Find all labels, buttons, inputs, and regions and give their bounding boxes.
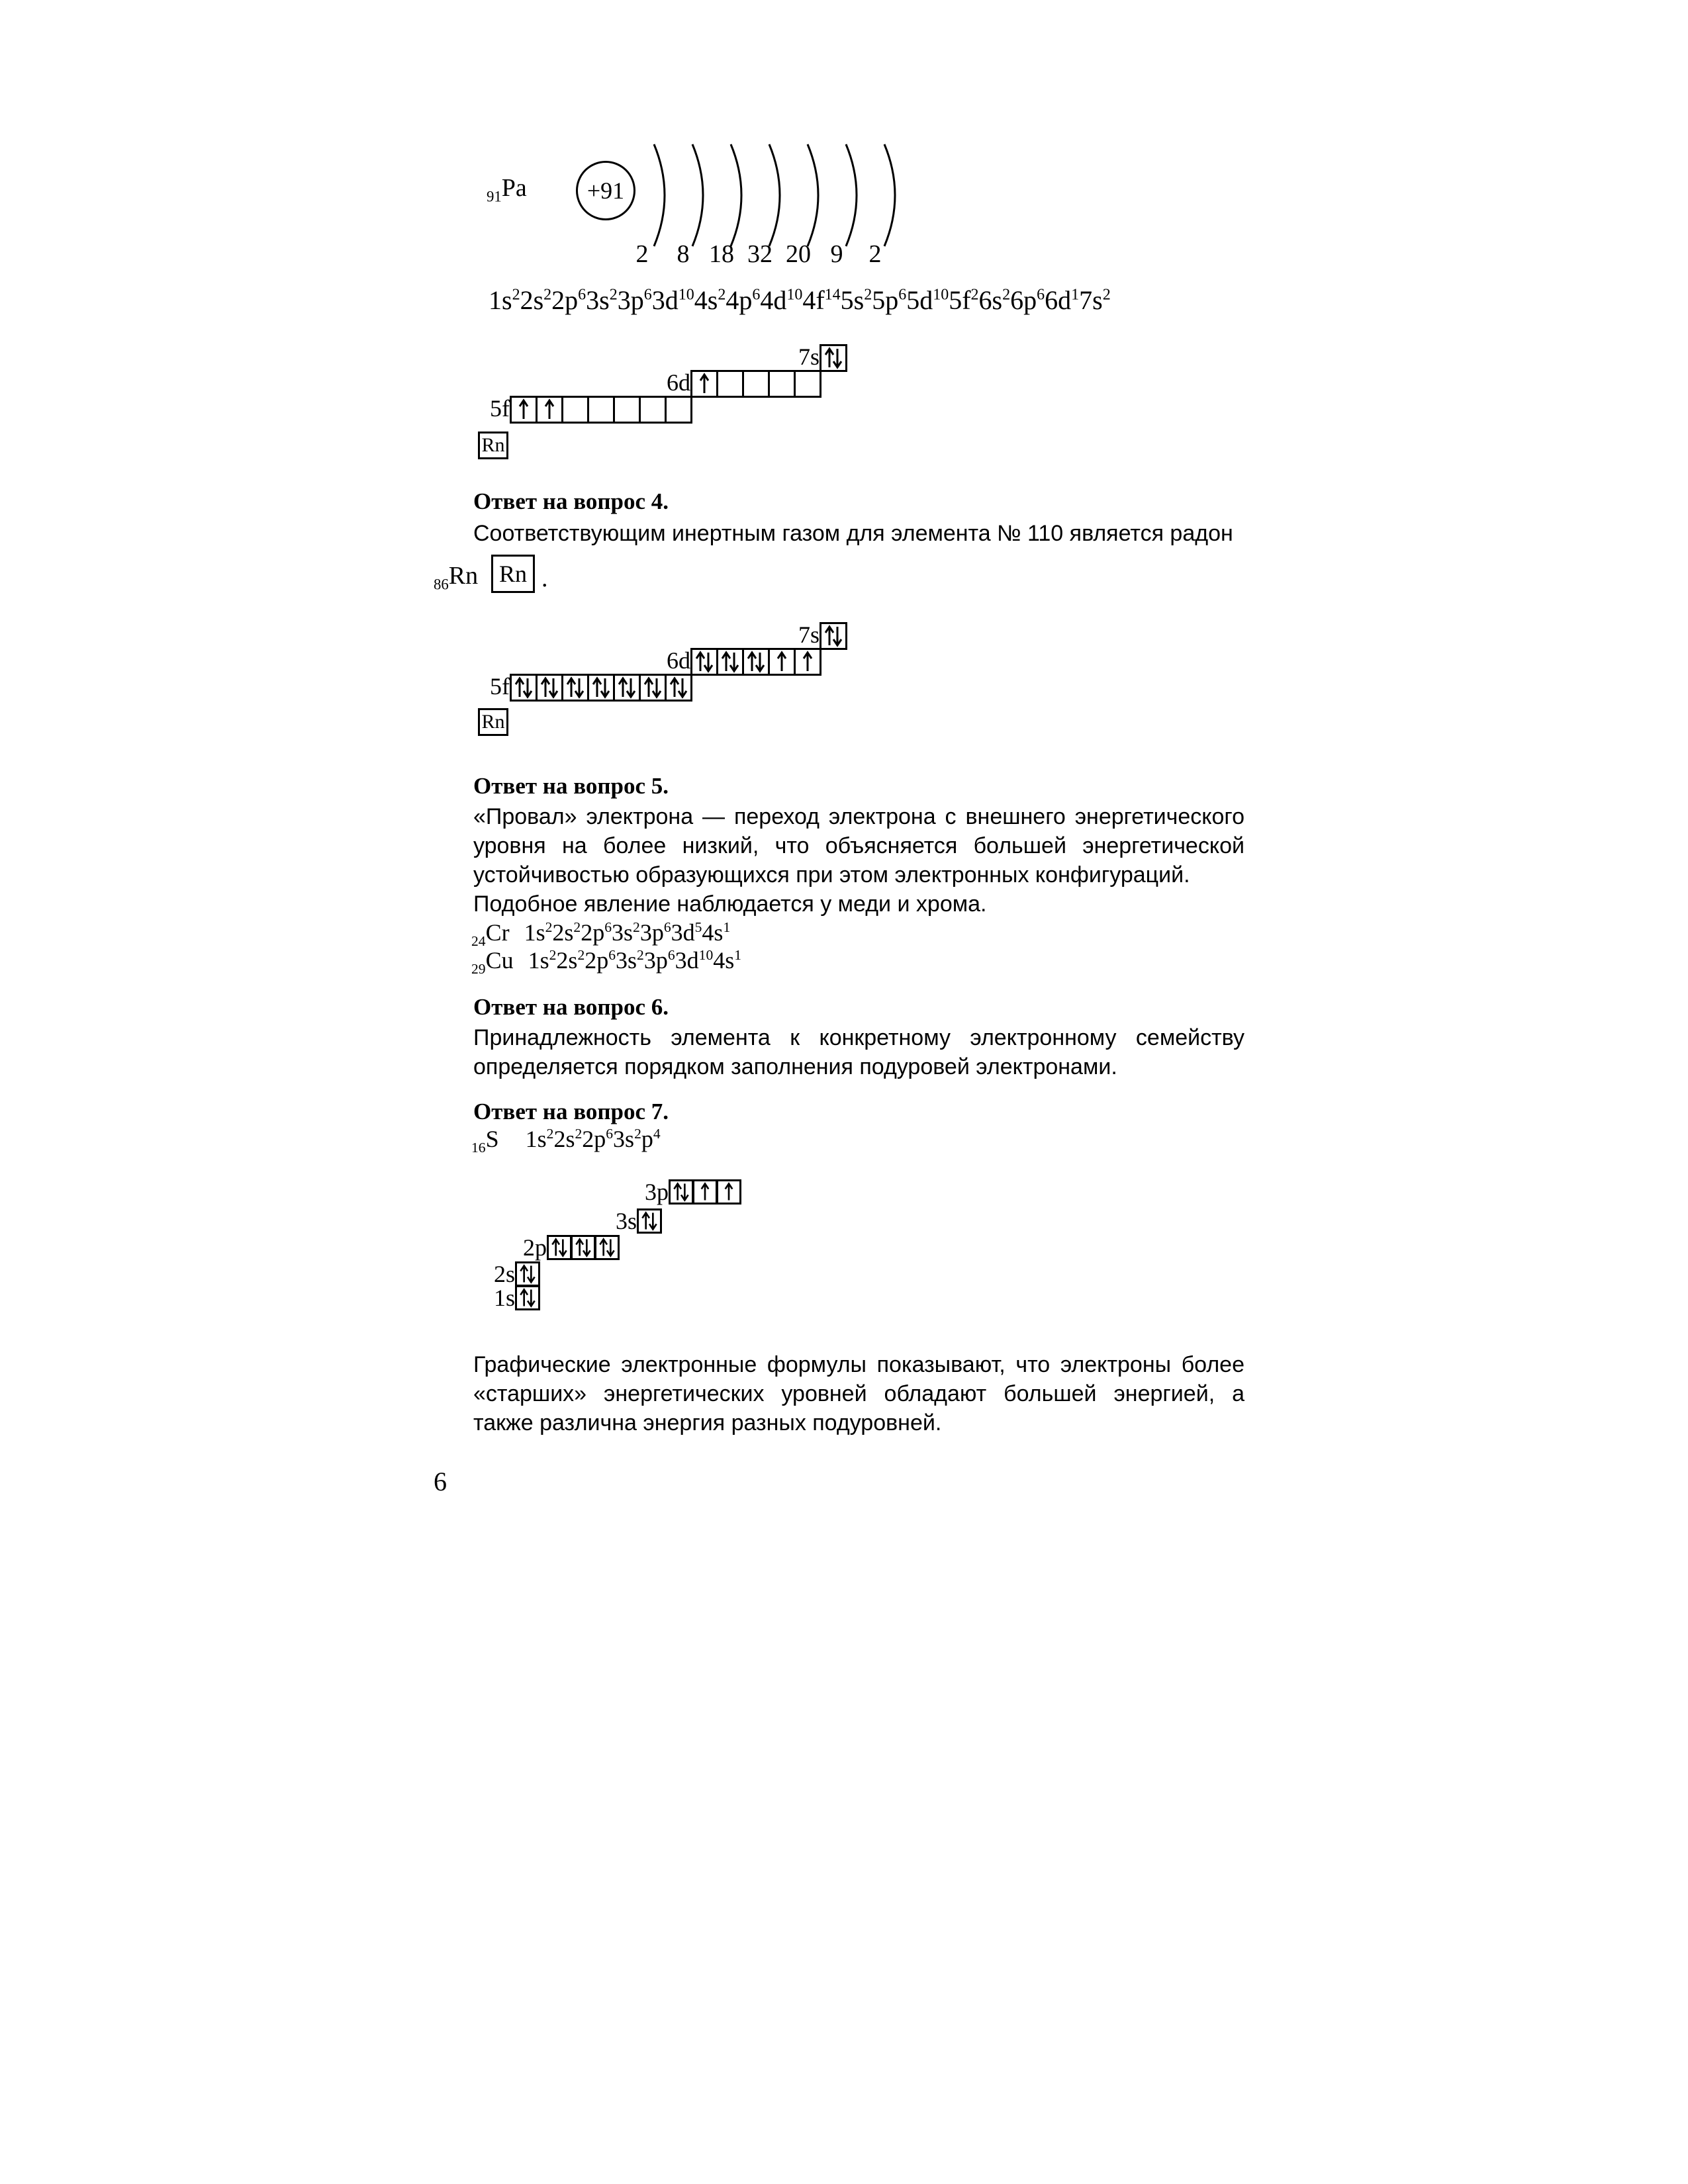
s-orbital-cell: [820, 344, 847, 372]
electron-configuration: [528, 947, 741, 974]
d-orbital-cell: [690, 648, 718, 676]
d-orbital-cell: [768, 648, 796, 676]
rn-core-box: Rn: [491, 555, 535, 593]
config-term: $2s^2$: [552, 919, 581, 946]
config-term: $4s^2$: [694, 285, 726, 315]
config-term: $3s^2$: [586, 285, 618, 315]
element-symbol: Cr: [485, 919, 510, 946]
orbital-cell: [692, 1179, 718, 1205]
config-term: $4s^1$: [702, 919, 731, 946]
config-term: $6d^1$: [1045, 285, 1080, 315]
page-number: 6: [434, 1467, 447, 1496]
shell-count: 32: [747, 240, 773, 268]
pa-electron-configuration: [489, 285, 1111, 316]
q4-heading: Ответ на вопрос 4.: [473, 488, 669, 514]
d-orbital-cell: [742, 370, 770, 398]
config-term: $2s^2$: [553, 1126, 583, 1152]
atomic-number: 24: [471, 933, 486, 950]
q5-paragraph-2: Подобное явление наблюдается у меди и хрома.: [473, 891, 987, 917]
config-term: $3s^2$: [613, 1126, 641, 1152]
f-orbital-cell: [665, 396, 692, 424]
d-orbital-cell: [716, 648, 744, 676]
d-orbital-cell: [690, 370, 718, 398]
d-orbital-cell: [716, 370, 744, 398]
config-term: $2p^6$: [581, 919, 612, 946]
element-symbol: Cu: [485, 947, 514, 974]
config-term: $1s^2$: [524, 919, 553, 946]
f-orbital-cell: [613, 674, 641, 702]
config-term: $3p^6$: [643, 947, 675, 974]
f-orbital-cell: [587, 396, 615, 424]
electron-configuration: [524, 919, 731, 946]
sublevel-label: 6d: [667, 647, 690, 674]
config-term: $6s^2$: [978, 285, 1011, 315]
f-orbital-cell: [639, 396, 667, 424]
config-term: $2s^2$: [520, 285, 552, 315]
rn-atomic-number: 86: [434, 576, 449, 593]
config-term: $3d^5$: [671, 919, 702, 946]
d-orbital-cell: [794, 648, 821, 676]
config-term: $1s^2$: [489, 285, 520, 315]
pa-nucleus: +91: [576, 161, 635, 220]
f-orbital-cell: [665, 674, 692, 702]
shell-count: 18: [709, 240, 734, 268]
d-orbital-cell: [794, 370, 821, 398]
f-orbital-cell: [639, 674, 667, 702]
config-term: $3d^{10}$: [675, 947, 714, 974]
q7-heading: Ответ на вопрос 7.: [473, 1099, 669, 1124]
orbital-cell: [515, 1261, 540, 1287]
f-orbital-cell: [613, 396, 641, 424]
shell-count: 2: [635, 240, 649, 268]
q6-heading: Ответ на вопрос 6.: [473, 994, 669, 1020]
config-term: $5p^6$: [872, 285, 907, 315]
config-term: $3p^6$: [617, 285, 652, 315]
config-term: $5f^2$: [949, 285, 979, 315]
cr-configuration: [471, 919, 730, 950]
f-orbital-cell: [510, 396, 538, 424]
shell-count: 8: [677, 240, 690, 268]
config-term: $2p^6$: [551, 285, 586, 315]
config-term: $7s^2$: [1079, 285, 1111, 315]
config-term: $1s^2$: [528, 947, 557, 974]
d-orbital-cell: [742, 648, 770, 676]
sublevel-label: 7s: [798, 621, 820, 648]
orbital-cell: [669, 1179, 694, 1205]
q4-radon-label: [434, 561, 478, 594]
f-orbital-cell: [587, 674, 615, 702]
orbital-cell: [637, 1208, 662, 1234]
shell-count: 2: [868, 240, 882, 268]
f-orbital-cell: [536, 396, 563, 424]
config-term: $4s^1$: [713, 947, 742, 974]
config-term: $3p^6$: [639, 919, 671, 946]
pa-atomic-number: 91: [487, 188, 502, 205]
sublevel-label: 7s: [798, 343, 820, 370]
config-term: $1s^2$: [525, 1126, 554, 1152]
q4-text: Соответствующим инертным газом для элемента № 110 является радон: [473, 521, 1233, 546]
s-configuration: [471, 1125, 661, 1156]
s-orbital-cell: [820, 622, 847, 650]
config-term: $5s^2$: [840, 285, 872, 315]
q5-heading: Ответ на вопрос 5.: [473, 773, 669, 799]
orbital-cell: [515, 1285, 540, 1310]
sublevel-label: 2s: [493, 1261, 515, 1287]
f-orbital-cell: [561, 674, 589, 702]
noble-gas-core-box: Rn: [478, 432, 508, 459]
electron-configuration: [526, 1126, 661, 1152]
config-term: $4d^{10}$: [760, 285, 803, 315]
atomic-number: 16: [471, 1140, 486, 1156]
config-term: $4f^{14}$: [802, 285, 841, 315]
config-term: $3s^2$: [612, 919, 640, 946]
f-orbital-cell: [536, 674, 563, 702]
sublevel-label: 1s: [493, 1285, 515, 1311]
config-term: $4p^6$: [726, 285, 761, 315]
orbital-cell: [716, 1179, 741, 1205]
pa-symbol: Pa: [501, 174, 527, 202]
noble-gas-core-box: Rn: [478, 708, 508, 736]
config-term: $2p^6$: [582, 1126, 614, 1152]
config-term: $p^4$: [641, 1126, 661, 1152]
q4-period: .: [541, 565, 548, 592]
q7-conclusion: Графические электронные формулы показывают, что электроны более «старших» энергетических уровней обладают большей энергией, а также различна энергия разных подуровней.: [473, 1352, 1244, 1435]
orbital-cell: [547, 1235, 572, 1260]
config-term: $3s^2$: [616, 947, 644, 974]
d-orbital-cell: [768, 370, 796, 398]
q6-text: Принадлежность элемента к конкретному электронному семейству определяется порядком заполнения подуровей электронами.: [473, 1025, 1244, 1079]
orbital-cell: [594, 1235, 620, 1260]
sublevel-label: 6d: [667, 369, 690, 396]
shell-count: 9: [830, 240, 843, 268]
sublevel-label: 3p: [645, 1179, 669, 1205]
config-term: $2p^6$: [585, 947, 616, 974]
sublevel-label: 2p: [523, 1234, 547, 1261]
f-orbital-cell: [510, 674, 538, 702]
shell-count: 20: [786, 240, 811, 268]
config-term: $2s^2$: [556, 947, 585, 974]
rn-symbol: Rn: [448, 562, 479, 590]
sublevel-label: 5f: [490, 673, 510, 700]
element-symbol: S: [485, 1126, 499, 1152]
atomic-number: 29: [471, 961, 486, 978]
q5-paragraph-1: «Провал» электрона — переход электрона с внешнего энергетического уровня на более низкий, что объясняется большей энергетической устойчивостью образующихся при этом электронных конфигураций.: [473, 804, 1244, 887]
f-orbital-cell: [561, 396, 589, 424]
config-term: $5d^{10}$: [906, 285, 949, 315]
config-term: $3d^{10}$: [651, 285, 694, 315]
config-term: $6p^6$: [1010, 285, 1045, 315]
cu-configuration: [471, 946, 741, 978]
sublevel-label: 3s: [615, 1208, 637, 1234]
sublevel-label: 5f: [490, 395, 510, 422]
pa-element-label: [487, 173, 527, 206]
orbital-cell: [571, 1235, 596, 1260]
